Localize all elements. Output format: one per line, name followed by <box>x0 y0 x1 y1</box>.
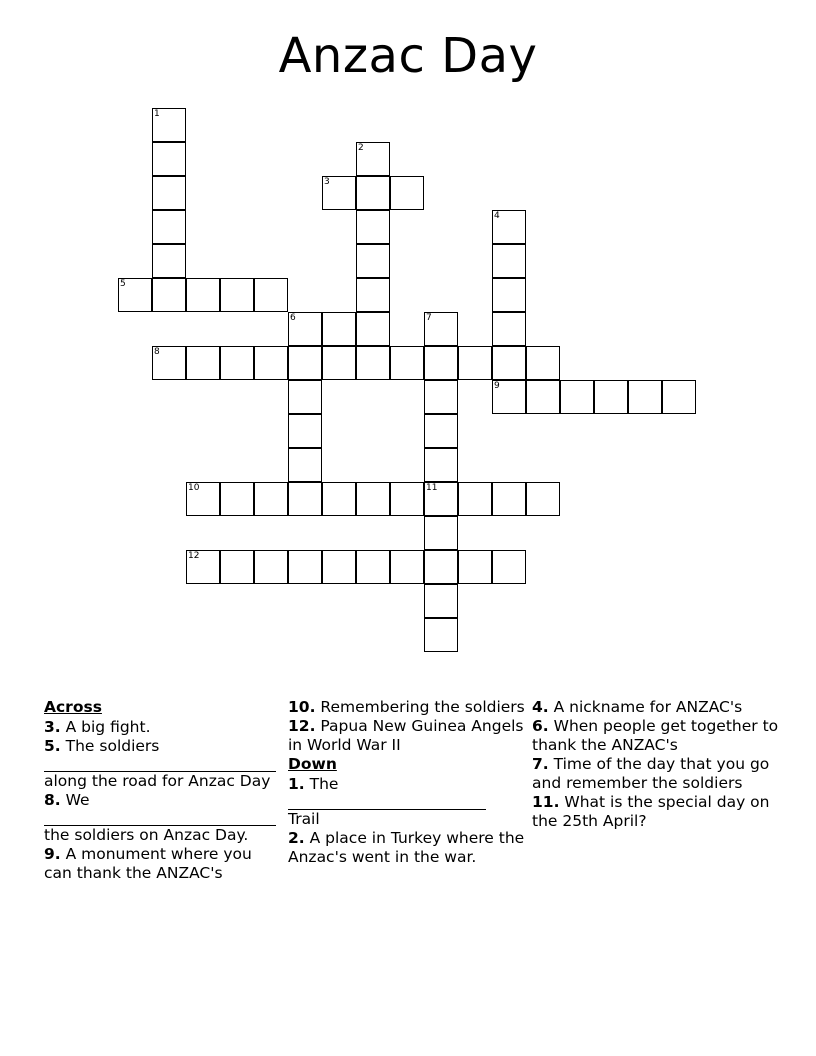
crossword-cell[interactable] <box>356 346 390 380</box>
clue-text: When people get together to thank the ANZAC's <box>532 717 779 754</box>
crossword-grid <box>0 108 816 698</box>
crossword-cell[interactable] <box>152 176 186 210</box>
crossword-cell[interactable] <box>186 482 220 516</box>
clue-number: 4. <box>532 698 549 716</box>
crossword-cell[interactable] <box>322 176 356 210</box>
crossword-cell[interactable] <box>186 278 220 312</box>
cell-number: 1 <box>154 109 160 119</box>
crossword-cell[interactable] <box>356 210 390 244</box>
clue-text: The soldiers <box>65 737 160 755</box>
crossword-cell[interactable] <box>220 550 254 584</box>
cell-number: 8 <box>154 347 160 357</box>
clue-number: 8. <box>44 791 61 809</box>
cell-number: 11 <box>426 483 438 493</box>
crossword-cell[interactable] <box>118 278 152 312</box>
crossword-cell[interactable] <box>424 312 458 346</box>
crossword-cell[interactable] <box>322 550 356 584</box>
crossword-cell[interactable] <box>458 550 492 584</box>
crossword-cell[interactable] <box>288 448 322 482</box>
clue-number: 2. <box>288 829 305 847</box>
crossword-cell[interactable] <box>424 448 458 482</box>
answer-blank-line <box>288 794 486 810</box>
crossword-cell[interactable] <box>492 482 526 516</box>
crossword-cell[interactable] <box>492 312 526 346</box>
clue-number: 12. <box>288 717 316 735</box>
clue-text: Remembering the soldiers <box>320 698 525 716</box>
crossword-cell[interactable] <box>288 380 322 414</box>
crossword-cell[interactable] <box>356 142 390 176</box>
crossword-cell[interactable] <box>152 346 186 380</box>
crossword-cell[interactable] <box>356 176 390 210</box>
clue-text: A nickname for ANZAC's <box>553 698 743 716</box>
crossword-cell[interactable] <box>356 278 390 312</box>
crossword-cell[interactable] <box>254 482 288 516</box>
crossword-cell[interactable] <box>424 380 458 414</box>
clue-text: A place in Turkey where the Anzac's went in the war. <box>288 829 525 866</box>
clue-number: 3. <box>44 718 61 736</box>
clue-across-10 <box>288 698 530 717</box>
crossword-cell[interactable] <box>186 550 220 584</box>
down-heading: Down <box>288 755 337 773</box>
crossword-cell[interactable] <box>492 550 526 584</box>
clue-down-6 <box>532 717 784 755</box>
crossword-cell[interactable] <box>594 380 628 414</box>
clue-text: We <box>65 791 90 809</box>
crossword-cell[interactable] <box>526 346 560 380</box>
clue-text: Papua New Guinea Angels in World War II <box>288 717 524 754</box>
crossword-cell[interactable] <box>152 142 186 176</box>
clue-number: 5. <box>44 737 61 755</box>
clue-down-2 <box>288 829 530 867</box>
crossword-cell[interactable] <box>288 550 322 584</box>
crossword-cell[interactable] <box>152 210 186 244</box>
crossword-cell[interactable] <box>492 244 526 278</box>
crossword-cell[interactable] <box>288 482 322 516</box>
crossword-cell[interactable] <box>424 584 458 618</box>
cell-number: 3 <box>324 177 330 187</box>
clue-across-3 <box>44 718 284 737</box>
crossword-cell[interactable] <box>254 550 288 584</box>
crossword-cell[interactable] <box>186 346 220 380</box>
crossword-cell[interactable] <box>152 108 186 142</box>
crossword-cell[interactable] <box>492 210 526 244</box>
crossword-cell[interactable] <box>288 414 322 448</box>
cell-number: 6 <box>290 313 296 323</box>
page-title: Anzac Day <box>278 28 538 84</box>
crossword-cell[interactable] <box>254 346 288 380</box>
clue-column-1 <box>44 698 284 883</box>
clue-column-2 <box>288 698 530 867</box>
crossword-cell[interactable] <box>390 482 424 516</box>
crossword-cell[interactable] <box>492 346 526 380</box>
clue-number: 6. <box>532 717 549 735</box>
clue-list <box>44 698 784 1008</box>
cell-number: 9 <box>494 381 500 391</box>
crossword-cell[interactable] <box>356 482 390 516</box>
crossword-cell[interactable] <box>356 312 390 346</box>
cell-number: 4 <box>494 211 500 221</box>
crossword-cell[interactable] <box>526 380 560 414</box>
crossword-cell[interactable] <box>322 346 356 380</box>
crossword-cell[interactable] <box>356 244 390 278</box>
clue-across-8 <box>44 791 284 845</box>
cell-number: 12 <box>188 551 200 561</box>
clue-column-3 <box>532 698 784 831</box>
crossword-cell[interactable] <box>220 346 254 380</box>
crossword-cell[interactable] <box>662 380 696 414</box>
crossword-cell[interactable] <box>152 278 186 312</box>
crossword-cell[interactable] <box>288 346 322 380</box>
crossword-cell[interactable] <box>424 516 458 550</box>
clue-text: Time of the day that you go and remember the soldiers <box>532 755 770 792</box>
crossword-cell[interactable] <box>220 278 254 312</box>
clue-across-12 <box>288 717 530 755</box>
crossword-cell[interactable] <box>356 550 390 584</box>
cell-number: 5 <box>120 279 126 289</box>
clue-text-continued: the soldiers on Anzac Day. <box>44 826 249 844</box>
clue-number: 7. <box>532 755 549 773</box>
crossword-cell[interactable] <box>628 380 662 414</box>
crossword-cell[interactable] <box>492 380 526 414</box>
crossword-cell[interactable] <box>424 346 458 380</box>
clue-across-9 <box>44 845 284 883</box>
clue-text: The <box>309 775 339 793</box>
crossword-cell[interactable] <box>424 482 458 516</box>
crossword-cell[interactable] <box>288 312 322 346</box>
crossword-cell[interactable] <box>424 414 458 448</box>
crossword-cell[interactable] <box>390 550 424 584</box>
clue-text-continued: along the road for Anzac Day <box>44 772 271 790</box>
crossword-cell[interactable] <box>424 550 458 584</box>
clue-text: A monument where you can thank the ANZAC's <box>44 845 252 882</box>
clue-down-7 <box>532 755 784 793</box>
answer-blank-line <box>44 810 276 826</box>
clue-number: 9. <box>44 845 61 863</box>
clue-number: 1. <box>288 775 305 793</box>
crossword-cell[interactable] <box>560 380 594 414</box>
crossword-cell[interactable] <box>322 312 356 346</box>
answer-blank-line <box>44 756 276 772</box>
clue-text: What is the special day on the 25th April? <box>532 793 770 830</box>
clue-across-5 <box>44 737 284 791</box>
clue-number: 11. <box>532 793 560 811</box>
clue-down-4 <box>532 698 784 717</box>
clue-down-1 <box>288 775 530 829</box>
clue-down-11 <box>532 793 784 831</box>
clue-number: 10. <box>288 698 316 716</box>
clue-text: A big fight. <box>65 718 151 736</box>
cell-number: 7 <box>426 313 432 323</box>
crossword-cell[interactable] <box>322 482 356 516</box>
crossword-cell[interactable] <box>526 482 560 516</box>
crossword-cell[interactable] <box>220 482 254 516</box>
crossword-cell[interactable] <box>458 482 492 516</box>
crossword-cell[interactable] <box>390 346 424 380</box>
crossword-cell[interactable] <box>492 278 526 312</box>
crossword-cell[interactable] <box>458 346 492 380</box>
crossword-cell[interactable] <box>424 618 458 652</box>
across-heading: Across <box>44 698 102 716</box>
cell-number: 2 <box>358 143 364 153</box>
cell-number: 10 <box>188 483 200 493</box>
clue-text-continued: Trail <box>288 810 320 828</box>
crossword-cell[interactable] <box>254 278 288 312</box>
crossword-cell[interactable] <box>390 176 424 210</box>
crossword-cell[interactable] <box>152 244 186 278</box>
